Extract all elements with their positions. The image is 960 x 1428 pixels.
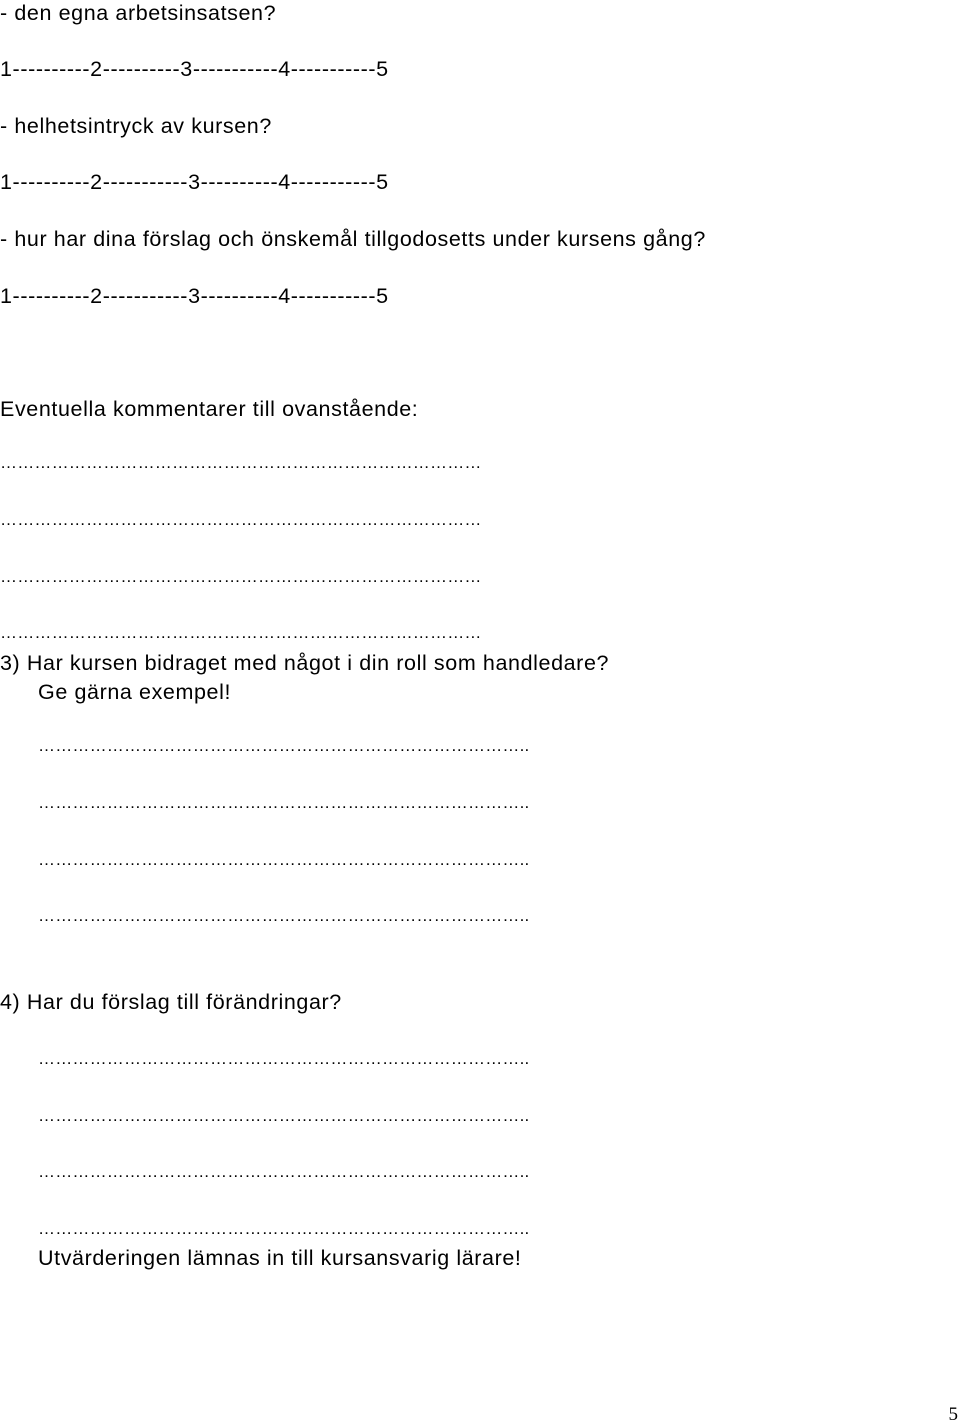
question-4: 4) Har du förslag till förändringar?	[0, 990, 342, 1014]
rating-scale-overall: 1----------2-----------3----------4-----------5	[0, 170, 389, 194]
comment-dotted-line: …………………………………………………………………………	[0, 510, 482, 529]
question-overall-impression: - helhetsintryck av kursen?	[0, 114, 272, 138]
question-3-subtext: Ge gärna exempel!	[38, 680, 232, 704]
answer-dotted-line: …………………………………………………………………………..	[38, 1219, 530, 1238]
answer-dotted-line: …………………………………………………………………………..	[38, 1106, 530, 1125]
answer-dotted-line: …………………………………………………………………………..	[38, 1162, 530, 1181]
answer-dotted-line: …………………………………………………………………………..	[38, 1049, 530, 1068]
answer-dotted-line: …………………………………………………………………………..	[38, 906, 530, 925]
comment-dotted-line: …………………………………………………………………………	[0, 567, 482, 586]
closing-instruction: Utvärderingen lämnas in till kursansvarig lärare!	[38, 1246, 522, 1270]
comments-label: Eventuella kommentarer till ovanstående:	[0, 397, 419, 421]
question-suggestions-met: - hur har dina förslag och önskemål tillgodosetts under kursens gång?	[0, 227, 706, 251]
comment-dotted-line: …………………………………………………………………………	[0, 453, 482, 472]
answer-dotted-line: …………………………………………………………………………..	[38, 736, 530, 755]
page-number: 5	[948, 1404, 958, 1425]
rating-scale-suggestions: 1----------2-----------3----------4-----------5	[0, 284, 389, 308]
comment-dotted-line: …………………………………………………………………………	[0, 623, 482, 642]
question-3: 3) Har kursen bidraget med något i din roll som handledare?	[0, 651, 610, 675]
answer-dotted-line: …………………………………………………………………………..	[38, 850, 530, 869]
rating-scale-effort: 1----------2----------3-----------4-----------5	[0, 57, 389, 81]
answer-dotted-line: …………………………………………………………………………..	[38, 793, 530, 812]
question-effort: - den egna arbetsinsatsen?	[0, 1, 277, 25]
